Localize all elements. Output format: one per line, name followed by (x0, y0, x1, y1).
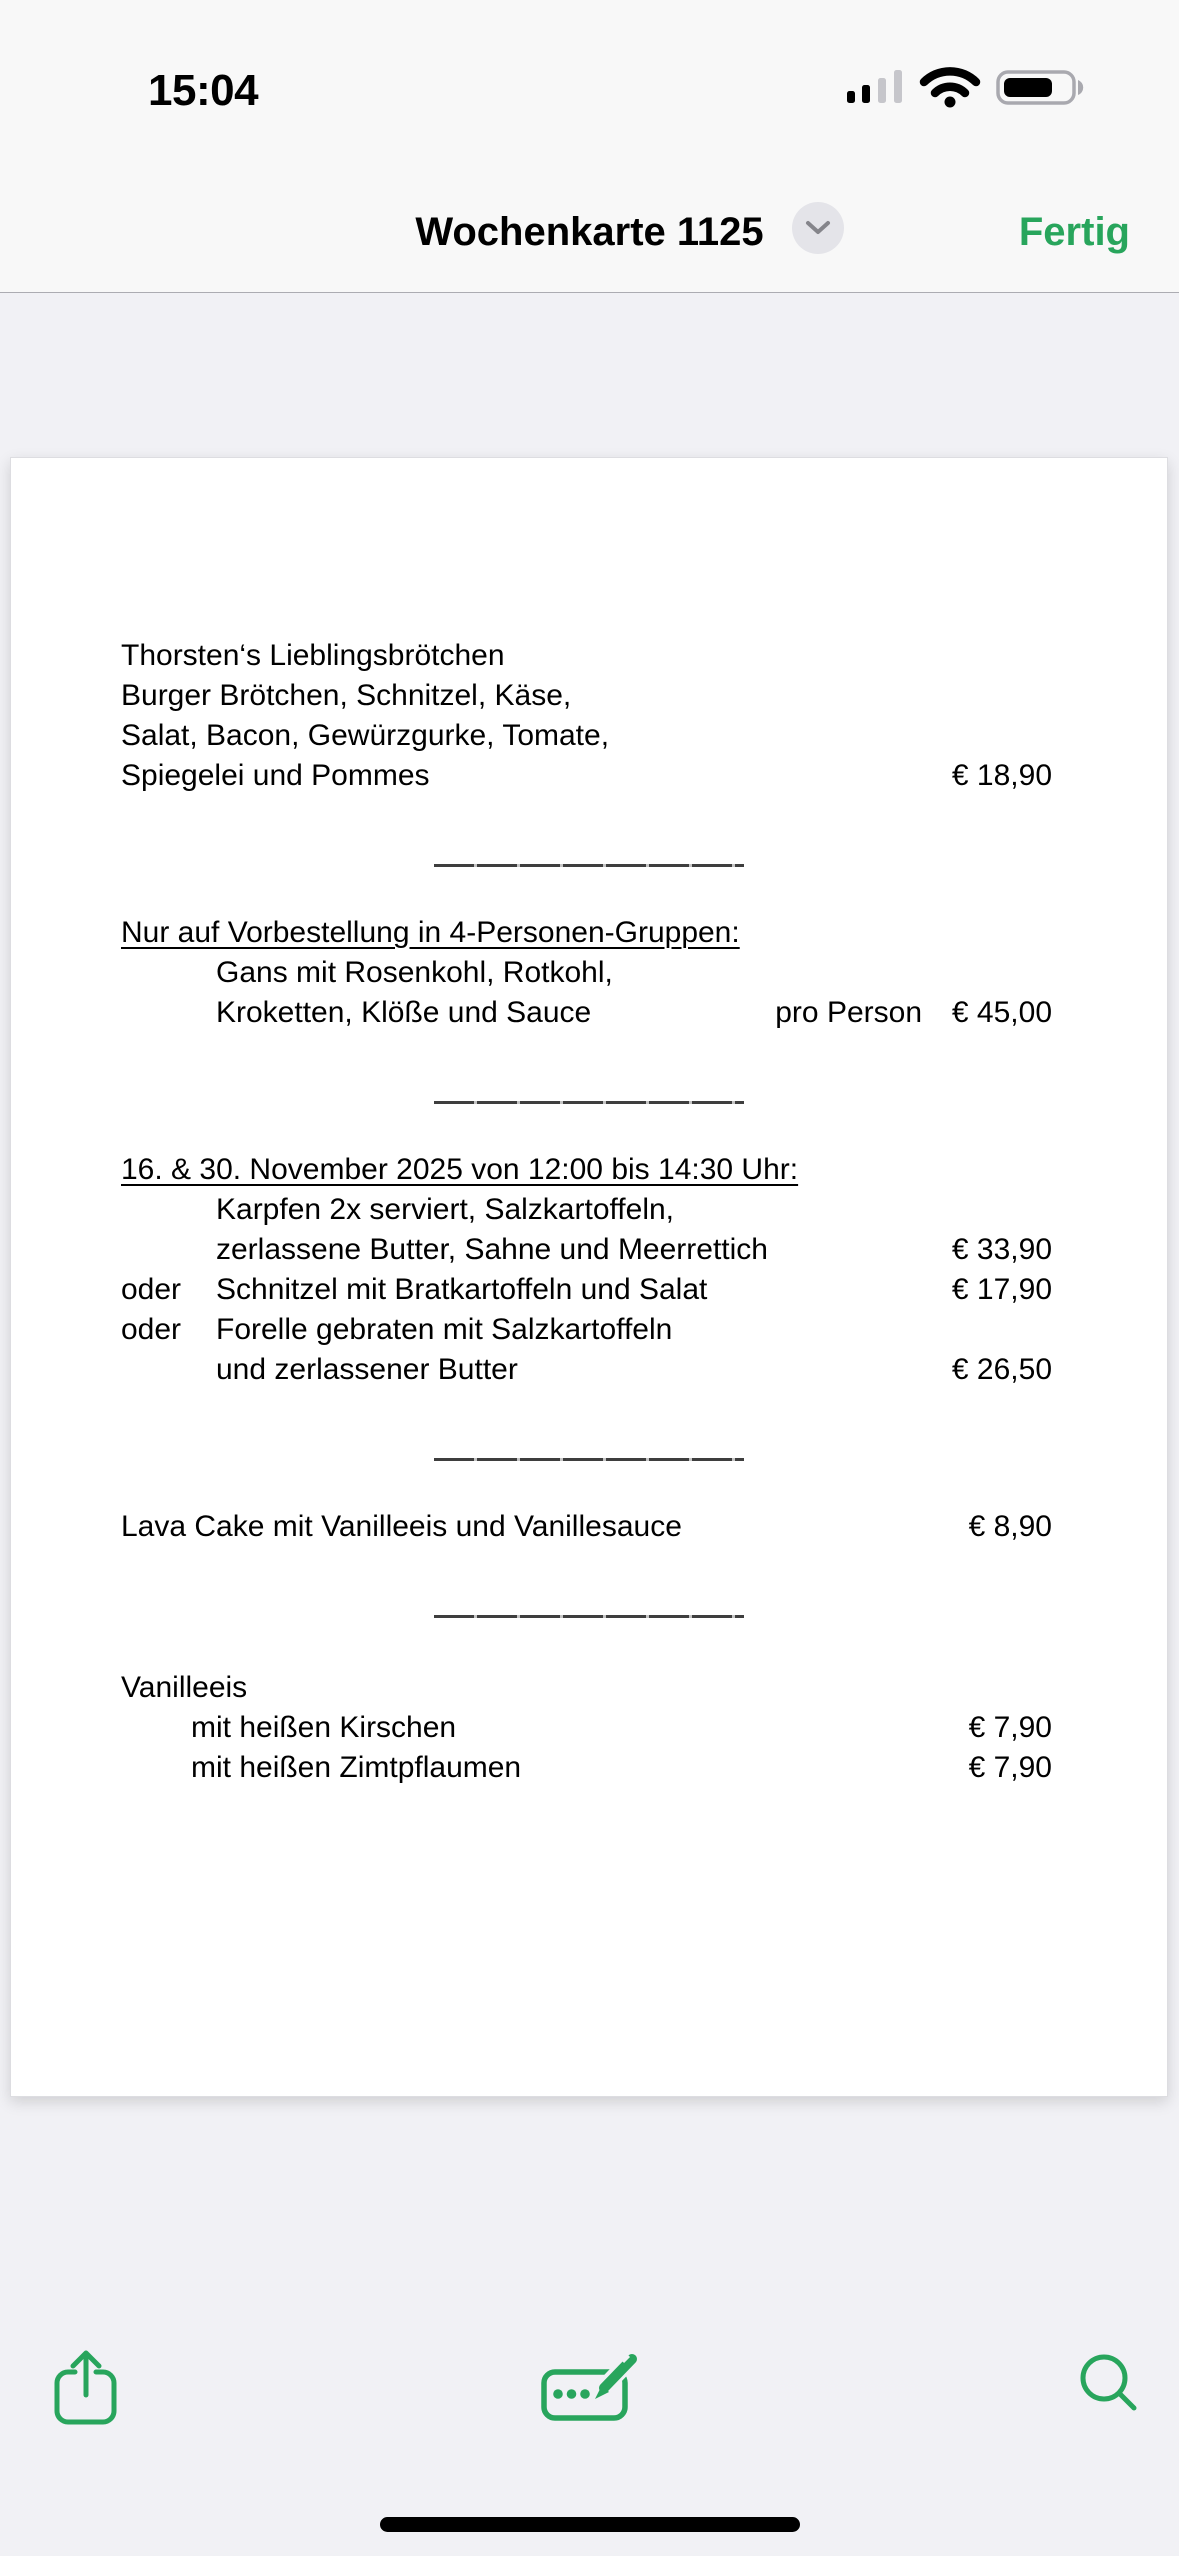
menu-heading: Nur auf Vorbestellung in 4-Personen-Gruppen: (121, 916, 740, 949)
menu-line: Spiegelei und Pommes € 18,90 (121, 756, 1052, 796)
status-icons (840, 58, 1085, 114)
section-divider (434, 1458, 744, 1461)
price-label: € 7,90 (968, 1711, 1052, 1744)
price-label: € 7,90 (968, 1751, 1052, 1784)
wifi-icon (924, 71, 976, 107)
price-label: € 45,00 (951, 996, 1052, 1029)
menu-line: mit heißen Zimtpflaumen € 7,90 (121, 1748, 1052, 1788)
done-button[interactable]: Fertig (1018, 210, 1130, 254)
oder-label: oder (121, 1273, 182, 1306)
menu-line: Lava Cake mit Vanilleeis und Vanillesauce € 8,90 (121, 1507, 1052, 1547)
markup-icon (544, 2355, 635, 2418)
menu-heading: 16. & 30. November 2025 von 12:00 bis 14:30 Uhr: (121, 1153, 799, 1186)
section-divider (434, 864, 744, 867)
markup-button[interactable] (540, 2352, 642, 2422)
chevron-down-icon (805, 220, 831, 236)
title-menu-button[interactable] (792, 202, 844, 254)
oder-label: oder (121, 1313, 182, 1346)
menu-line: Salat, Bacon, Gewürzgurke, Tomate, (121, 719, 610, 752)
price-label: € 8,90 (968, 1510, 1052, 1543)
battery-icon (998, 72, 1083, 103)
price-label: € 26,50 (951, 1353, 1052, 1386)
menu-line: Thorsten‘s Lieblingsbrötchen (121, 639, 505, 672)
price-label: € 18,90 (951, 759, 1052, 792)
menu-line: Gans mit Rosenkohl, Rotkohl, (216, 956, 613, 989)
share-icon (57, 2353, 114, 2422)
menu-line: oder Schnitzel mit Bratkartoffeln und Salat € 17,90 (121, 1270, 1052, 1310)
menu-line: Burger Brötchen, Schnitzel, Käse, (121, 679, 572, 712)
menu-line: zerlassene Butter, Sahne und Meerrettich € 33,90 (121, 1230, 1052, 1270)
menu-heading: Vanilleeis (121, 1671, 248, 1704)
document-title[interactable]: Wochenkarte 1125 (415, 210, 764, 254)
menu-line: und zerlassener Butter € 26,50 (121, 1350, 1052, 1390)
section-divider (434, 1615, 744, 1618)
price-label: € 33,90 (951, 1233, 1052, 1266)
status-time: 15:04 (148, 66, 259, 115)
price-label: € 17,90 (951, 1273, 1052, 1306)
section-divider (434, 1101, 744, 1104)
top-bar (0, 0, 1179, 293)
document-page[interactable] (10, 457, 1168, 2097)
menu-line: mit heißen Kirschen € 7,90 (121, 1708, 1052, 1748)
home-indicator[interactable] (380, 2517, 800, 2532)
search-button[interactable] (1078, 2352, 1142, 2416)
menu-line: oder Forelle gebraten mit Salzkartoffeln (121, 1310, 1052, 1350)
menu-line: Karpfen 2x serviert, Salzkartoffeln, (216, 1193, 674, 1226)
share-button[interactable] (53, 2344, 119, 2426)
unit-label: pro Person (775, 996, 922, 1029)
search-icon (1083, 2357, 1134, 2408)
cellular-signal-icon (847, 70, 902, 103)
menu-line: Kroketten, Klöße und Sauce pro Person € 45,00 (121, 993, 1052, 1033)
